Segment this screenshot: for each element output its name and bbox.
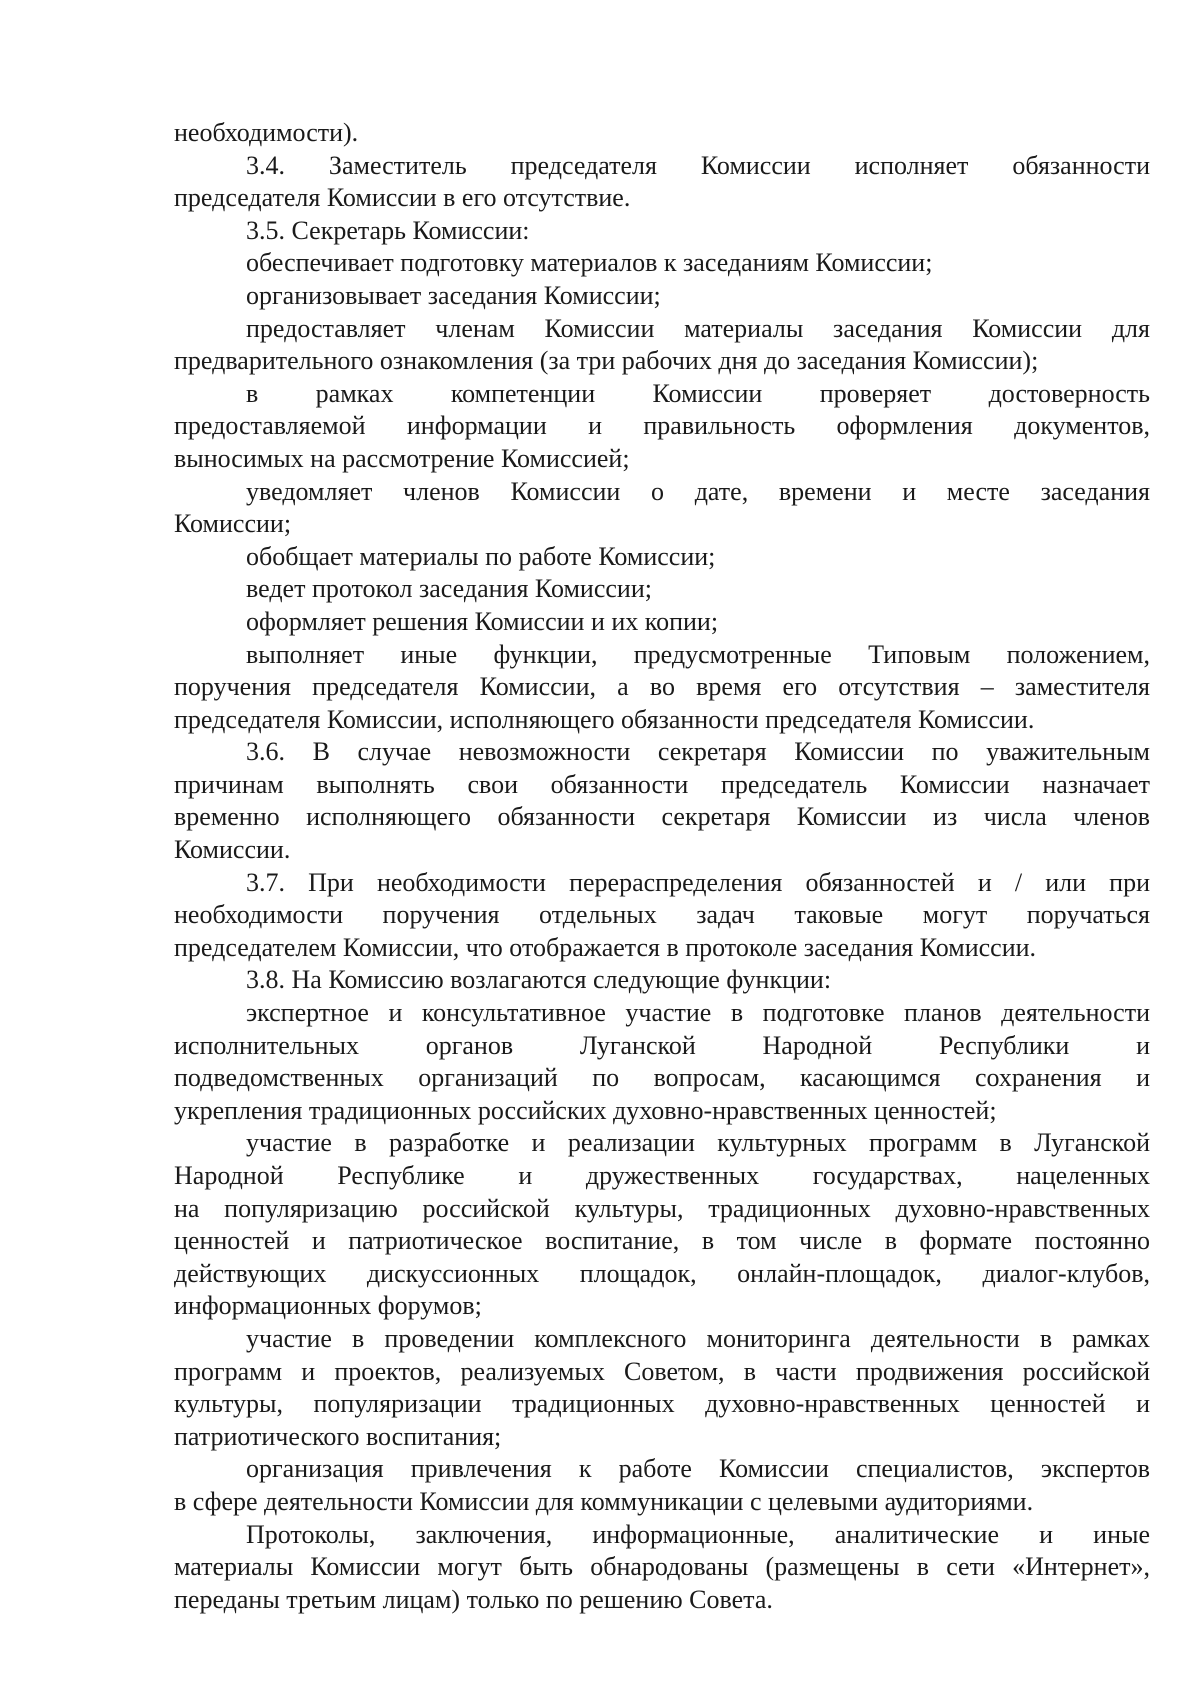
text-line: предоставляет членам Комиссии материалы заседания Комиссии для <box>246 313 1150 343</box>
text-line: программ и проектов, реализуемых Советом, в части продвижения российской <box>174 1356 1150 1386</box>
document-body <box>174 117 1150 1616</box>
text-line: 3.4. Заместитель председателя Комиссии исполняет обязанности <box>246 150 1150 180</box>
text-line: материалы Комиссии могут быть обнародованы (размещены в сети «Интернет», <box>174 1552 1150 1582</box>
text-line: причинам выполнять свои обязанности председатель Комиссии назначает <box>174 769 1150 799</box>
text-line: участие в разработке и реализации культурных программ в Луганской <box>246 1128 1150 1158</box>
text-line: Народной Республике и дружественных государствах, нацеленных <box>174 1161 1150 1190</box>
text-line: ведет протокол заседания Комиссии; <box>246 574 652 604</box>
text-line: обобщает материалы по работе Комиссии; <box>246 541 716 571</box>
text-line: поручения председателя Комиссии, а во время его отсутствия – заместителя <box>174 672 1150 702</box>
text-line: выполняет иные функции, предусмотренные Типовым положением, <box>246 639 1150 669</box>
text-line: на популяризацию российской культуры, традиционных духовно-нравственных <box>174 1193 1150 1223</box>
text-line: организация привлечения к работе Комиссии специалистов, экспертов <box>246 1454 1150 1484</box>
text-line: временно исполняющего обязанности секретаря Комиссии из числа членов <box>174 802 1150 832</box>
text-line: уведомляет членов Комиссии о дате, времени и месте заседания <box>246 476 1150 506</box>
text-line: переданы третьим лицам) только по решению Совета. <box>174 1584 773 1614</box>
text-line: оформляет решения Комиссии и их копии; <box>246 606 719 636</box>
text-line: экспертное и консультативное участие в подготовке планов деятельности <box>246 998 1150 1028</box>
text-line: 3.7. При необходимости перераспределения обязанностей и / или при <box>246 867 1150 897</box>
text-line: Комиссии; <box>174 509 292 539</box>
text-line: Комиссии. <box>174 835 291 865</box>
text-line: предоставляемой информации и правильность оформления документов, <box>174 411 1150 441</box>
text-line: выносимых на рассмотрение Комиссией; <box>174 443 630 473</box>
text-line: необходимости поручения отдельных задач таковые могут поручаться <box>174 900 1150 930</box>
text-line: действующих дискуссионных площадок, онлайн-площадок, диалог-клубов, <box>174 1258 1150 1288</box>
text-line: организовывает заседания Комиссии; <box>246 280 661 310</box>
text-line: укрепления традиционных российских духовно-нравственных ценностей; <box>174 1095 997 1125</box>
text-line: подведомственных организаций по вопросам, касающимся сохранения и <box>174 1063 1150 1093</box>
text-line: ценностей и патриотическое воспитание, в том числе в формате постоянно <box>174 1226 1150 1256</box>
text-line: культуры, популяризации традиционных духовно-нравственных ценностей и <box>174 1389 1150 1419</box>
text-line: председателем Комиссии, что отображается в протоколе заседания Комиссии. <box>174 932 1037 962</box>
text-line: 3.8. На Комиссию возлагаются следующие функции: <box>246 965 832 995</box>
text-line: в сфере деятельности Комиссии для коммуникации с целевыми аудиториями. <box>174 1486 1034 1516</box>
text-line: участие в проведении комплексного мониторинга деятельности в рамках <box>246 1323 1150 1353</box>
text-line: информационных форумов; <box>174 1291 482 1321</box>
text-line: патриотического воспитания; <box>174 1421 502 1451</box>
text-line: 3.5. Секретарь Комиссии: <box>246 215 530 245</box>
text-line: обеспечивает подготовку материалов к заседаниям Комиссии; <box>246 248 933 278</box>
text-line: в рамках компетенции Комиссии проверяет достоверность <box>246 378 1150 408</box>
text-line: Протоколы, заключения, информационные, аналитические и иные <box>246 1519 1150 1549</box>
text-line: исполнительных органов Луганской Народной Республики и <box>174 1030 1150 1060</box>
text-line: председателя Комиссии в его отсутствие. <box>174 183 631 213</box>
text-line: необходимости). <box>174 118 359 147</box>
text-line: 3.6. В случае невозможности секретаря Комиссии по уважительным <box>246 737 1150 767</box>
text-line: председателя Комиссии, исполняющего обязанности председателя Комиссии. <box>174 704 1035 734</box>
text-line: предварительного ознакомления (за три рабочих дня до заседания Комиссии); <box>174 346 1039 376</box>
